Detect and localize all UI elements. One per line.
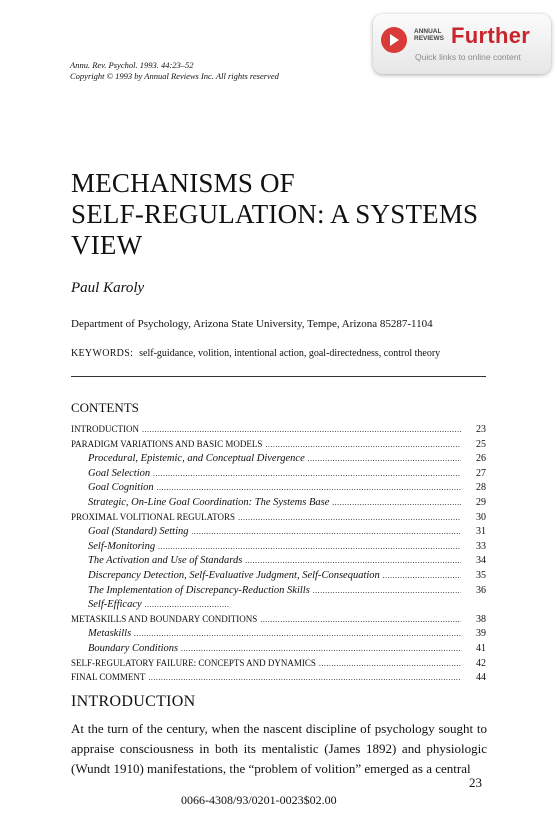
toc-subentry[interactable]: Goal Cognition ..... 28 [71,482,486,497]
toc-subentry[interactable]: Procedural, Epistemic, and Conceptual Divergence ..... 26 [71,453,486,468]
toc-entry[interactable]: PARADIGM VARIATIONS AND BASIC MODELS ..... 25 [71,439,486,454]
quick-links-label: Quick links to online content [415,52,521,62]
author-name: Paul Karoly [71,280,145,296]
toc-entry[interactable]: SELF-REGULATORY FAILURE: CONCEPTS AND DYNAMICS ..... 42 [71,658,486,673]
further-links-badge[interactable] [373,14,551,74]
table-of-contents [71,424,486,687]
toc-entry[interactable]: PROXIMAL VOLITIONAL REGULATORS ..... 30 [71,512,486,527]
section-heading: INTRODUCTION [71,693,196,710]
keywords-line [71,348,440,359]
keywords-label: KEYWORDS: [71,348,134,359]
toc-subentry[interactable]: The Implementation of Discrepancy-Reduction Skills ..... 36 [71,585,486,600]
journal-citation [70,60,279,82]
toc-subentry[interactable]: Self-Efficacy ..... [71,599,233,614]
toc-subentry[interactable]: Goal (Standard) Setting ..... 31 [71,526,486,541]
body-paragraph: At the turn of the century, when the nascent discipline of psychology sought to appraise consciousness in both its mentalistic (James 1892) and physiologic (Wundt 1910) manifestations, the “problem of volition” emerged as a central [71,721,487,776]
toc-entry[interactable]: METASKILLS AND BOUNDARY CONDITIONS ..... 38 [71,614,486,629]
toc-subentry[interactable]: Self-Monitoring ..... 33 [71,541,486,556]
copyright-line: Copyright © 1993 by Annual Reviews Inc. All rights reserved [70,71,279,81]
journal-line: Annu. Rev. Psychol. 1993. 44:23–52 [70,60,194,70]
further-label: Further [451,23,531,48]
annual-reviews-wordmark: ANNUAL REVIEWS [414,28,444,42]
article-title: MECHANISMS OF SELF-REGULATION: A SYSTEMS VIEW [71,168,479,260]
keywords-text: self-guidance, volition, intentional action, goal-directedness, control theory [139,348,441,359]
toc-subentry[interactable]: Metaskills ..... 39 [71,628,486,643]
document-code: 0066-4308/93/0201-0023$02.00 [181,793,337,807]
contents-heading: CONTENTS [71,400,139,415]
divider [71,376,486,377]
page-number: 23 [469,775,482,790]
toc-entry[interactable]: INTRODUCTION ..... 23 [71,424,486,439]
toc-entry[interactable]: FINAL COMMENT ..... 44 [71,672,486,687]
annual-reviews-logo-icon [381,27,407,53]
toc-subentry[interactable]: Boundary Conditions ..... 41 [71,643,486,658]
author-affiliation: Department of Psychology, Arizona State University, Tempe, Arizona 85287-1104 [71,318,433,330]
toc-subentry[interactable]: Discrepancy Detection, Self-Evaluative Judgment, Self-Consequation ..... 35 [71,570,486,585]
toc-subentry[interactable]: Strategic, On-Line Goal Coordination: The Systems Base ..... 29 [71,497,486,512]
toc-subentry[interactable]: Goal Selection ..... 27 [71,468,486,483]
toc-subentry[interactable]: The Activation and Use of Standards ..... 34 [71,555,486,570]
